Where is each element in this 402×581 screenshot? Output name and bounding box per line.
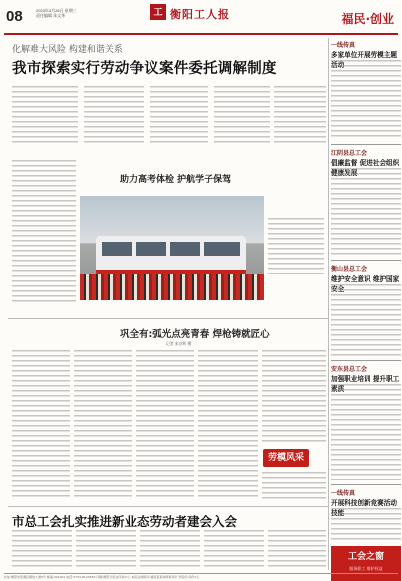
photo-caption <box>268 218 324 274</box>
masthead-title: 衡阳工人报 <box>170 8 230 21</box>
right-item-title: 维护安全意识 维护国家安全 <box>331 275 400 293</box>
bottom-body-col-4 <box>204 530 264 570</box>
ad-title: 工会之窗 <box>347 552 384 562</box>
crowd-image <box>80 274 264 300</box>
main-body-col-1 <box>12 86 78 146</box>
right-item-body <box>331 284 401 356</box>
news-photo <box>80 196 264 300</box>
right-item-kicker: 安东县总工会 <box>331 366 368 373</box>
right-item-kicker: 衡山县总工会 <box>331 266 368 273</box>
right-item-body <box>331 60 401 140</box>
right-column <box>331 36 401 573</box>
section-badge: 劳模风采 <box>263 449 309 467</box>
editor-line: 责任编辑 朱文华 <box>36 13 66 18</box>
right-item-title: 开展科技创新竞赛活动技能 <box>331 499 397 517</box>
bottom-body-col-2 <box>76 530 136 570</box>
masthead-logo-icon: 工 <box>150 4 166 20</box>
main-body-col-2 <box>84 86 144 146</box>
bottom-divider <box>8 506 328 507</box>
right-item-title: 倡廉监督 促进社会组织健康发展 <box>331 159 400 177</box>
main-body-col-5 <box>274 86 326 146</box>
feature-body-col-5 <box>262 350 326 444</box>
date-line: 2023年4月26日 星期三 <box>36 8 77 13</box>
section-divider <box>8 318 328 319</box>
right-item-title: 多家单位开展劳模主题活动 <box>331 51 397 69</box>
main-body-col-3 <box>150 86 208 146</box>
right-item-body <box>331 384 401 480</box>
ad-subtitle: 服务职工 维护权益 <box>349 566 383 571</box>
feature-body-col-1 <box>12 350 70 500</box>
right-item-kicker: 江阴县总工会 <box>331 150 368 157</box>
right-item-body <box>331 508 401 542</box>
header-rule <box>4 33 398 35</box>
feature-body-col-2 <box>74 350 132 500</box>
main-body-col-4 <box>214 86 270 146</box>
feature-title: 巩全有:弧光点亮青春 焊枪铸就匠心 <box>120 329 270 340</box>
section-title: 福民·创业 <box>341 12 394 26</box>
column-divider <box>328 38 329 570</box>
page-footer: 社址:衡阳市蒸湘区解放大道5号 邮编:421001 电话:0734-8123456 印刷:衡阳日报社印务中心 本报法律顾问:湖南某某律师事务所 零售价:每份1元 <box>4 573 398 579</box>
bus-image <box>96 236 246 276</box>
photo-story-title: 助力高考体检 护航学子保驾 <box>120 175 232 185</box>
feature-body-col-4 <box>198 350 258 500</box>
bottom-body-col-5 <box>268 530 326 570</box>
main-kicker: 化解难大风险 构建和谐关系 <box>12 45 123 55</box>
page-header <box>0 0 402 36</box>
bottom-body-col-3 <box>140 530 200 570</box>
date-info <box>36 8 77 18</box>
right-item-title: 加强职业培训 提升职工素质 <box>331 375 400 393</box>
feature-byline: 记者 朱京辉 摄 <box>166 341 192 346</box>
feature-body-col-5b <box>262 472 326 502</box>
bottom-body-col-1 <box>12 530 72 570</box>
right-item-kicker: 一线传真 <box>331 42 356 49</box>
right-item-kicker: 一线传真 <box>331 490 356 497</box>
page-number: 08 <box>6 8 23 25</box>
bottom-headline: 市总工会扎实推进新业态劳动者建会入会 <box>12 514 238 529</box>
feature-body-col-3 <box>136 350 194 500</box>
main-headline: 我市探索实行劳动争议案件委托调解制度 <box>12 61 277 77</box>
photo-text-left <box>12 160 76 305</box>
right-item-body <box>331 168 401 256</box>
